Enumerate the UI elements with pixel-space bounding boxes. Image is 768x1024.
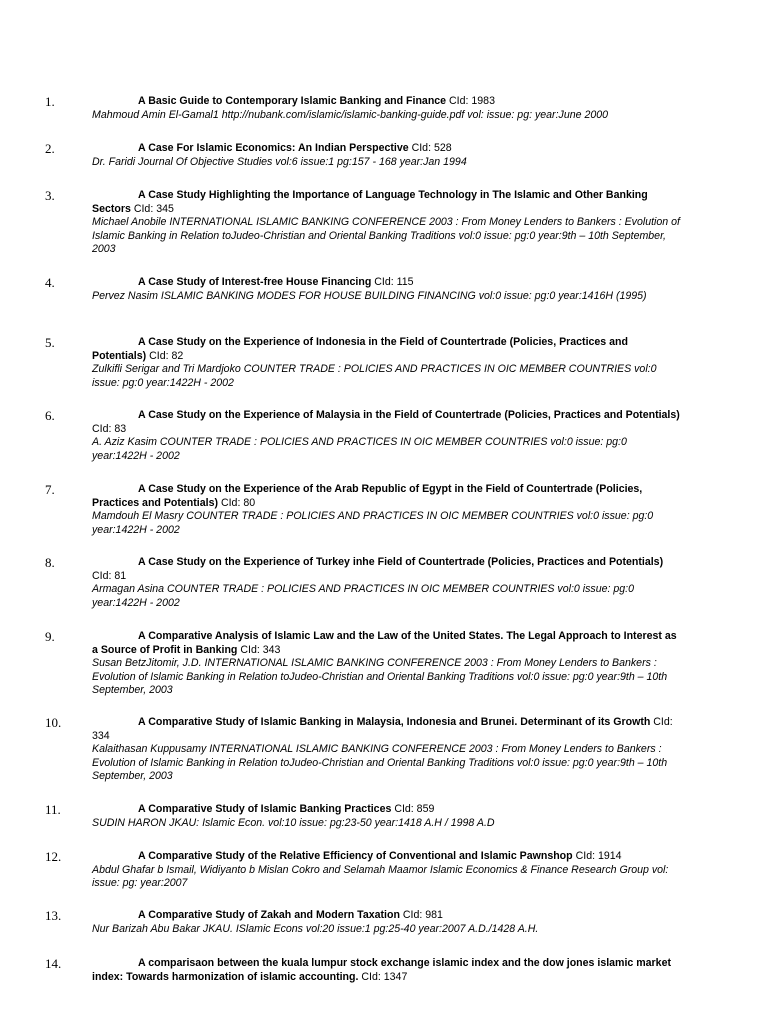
- entry-title: A Comparative Analysis of Islamic Law and the Law of the United States. The Legal Approach to Interest as a Source of Profit in Banking: [92, 630, 677, 656]
- entry-title: A Case Study Highlighting the Importance of Language Technology in The Islamic and Other Banking Sectors: [92, 189, 648, 215]
- entry-title: A Basic Guide to Contemporary Islamic Banking and Finance: [138, 95, 447, 107]
- entry-title-line: [92, 630, 682, 657]
- entry-number: 5.: [45, 335, 55, 350]
- entry-meta: Abdul Ghafar b Ismail, Widiyanto b Mislan Cokro and Selamah Maamor Islamic Economics & Finance Research Group vol: issue: pg: year:2007: [92, 863, 669, 889]
- entry-body: [92, 630, 682, 698]
- entry-title: A Case Study on the Experience of Malaysia in the Field of Countertrade (Policies, Practices and Potentials): [138, 409, 680, 421]
- entry-title-line: [92, 716, 682, 743]
- entry-title-line: [92, 483, 682, 510]
- entry-body: [92, 142, 682, 169]
- entry-meta: A. Aziz Kasim COUNTER TRADE : POLICIES AND PRACTICES IN OIC MEMBER COUNTRIES vol:0 issue: pg:0 year:1422H - 2002: [92, 436, 627, 462]
- entry-title-line: [92, 850, 682, 864]
- entry-title-line: [92, 409, 682, 436]
- entry-number: 14.: [45, 956, 62, 971]
- entry-number: 13.: [45, 908, 62, 923]
- entry-number: 2.: [45, 141, 55, 156]
- entry-number: 10.: [45, 715, 62, 730]
- entry-title-line: [92, 142, 682, 156]
- entry-title: A Case Study of Interest-free House Financing: [138, 276, 372, 288]
- entry-meta: SUDIN HARON JKAU: Islamic Econ. vol:10 issue: pg:23-50 year:1418 A.H / 1998 A.D: [92, 816, 495, 829]
- entry-title: A Comparative Study of Islamic Banking in Malaysia, Indonesia and Brunei. Determinant of its Growth: [138, 716, 651, 728]
- entry-cid: CId: 80: [220, 496, 256, 509]
- entry-cid: CId: 859: [394, 803, 435, 815]
- entry-cid: CId: 1983: [449, 95, 495, 107]
- entry-body: [92, 483, 682, 537]
- entry-cid: CId: 334: [92, 716, 673, 742]
- entry-body: [92, 189, 682, 257]
- entry-title-line: [92, 909, 682, 923]
- entry-cid: CId: 81: [92, 569, 127, 582]
- entry-meta: Mamdouh El Masry COUNTER TRADE : POLICIES AND PRACTICES IN OIC MEMBER COUNTRIES vol:0 issue: pg:0 year:1422H - 2002: [92, 510, 654, 536]
- entry-body: [92, 850, 682, 891]
- entry-body: [92, 716, 682, 784]
- entry-body: [92, 957, 682, 984]
- entry-cid: CId: 345: [133, 202, 174, 215]
- entry-body: [92, 556, 682, 610]
- entry-meta: Kalaithasan Kuppusamy INTERNATIONAL ISLAMIC BANKING CONFERENCE 2003 : From Money Lenders to Bankers : Evolution of Islamic Banking in Relation toJudeo-Christian and Oriental Banking Traditions vol:0 issue: pg:0 year:9th – 10th September, 2003: [92, 743, 668, 782]
- entry-cid: CId: 82: [149, 349, 184, 362]
- entry-body: [92, 909, 682, 936]
- entry-title: A Case Study on the Experience of the Arab Republic of Egypt in the Field of Countertrade (Policies, Practices and Potentials): [92, 483, 643, 509]
- entry-number: 4.: [45, 275, 55, 290]
- entry-body: [92, 409, 682, 463]
- entry-cid: CId: 528: [411, 142, 452, 154]
- entry-title: A Case Study on the Experience of Turkey inhe Field of Countertrade (Policies, Practices and Potentials): [138, 556, 664, 568]
- entry-cid: CId: 343: [240, 643, 281, 656]
- entry-title: A Comparative Study of Zakah and Modern Taxation: [138, 909, 400, 921]
- entry-title: A Comparative Study of Islamic Banking Practices: [138, 803, 392, 815]
- entry-cid: CId: 1914: [575, 850, 622, 862]
- entry-number: 6.: [45, 408, 55, 423]
- entry-meta: Michael Anobile INTERNATIONAL ISLAMIC BANKING CONFERENCE 2003 : From Money Lenders to Bankers : Evolution of Islamic Banking in Relation toJudeo-Christian and Oriental Banking Traditions vol:0 issue: pg:0 year:9th – 10th September, 2003: [92, 216, 680, 255]
- entry-meta: Dr. Faridi Journal Of Objective Studies vol:6 issue:1 pg:157 - 168 year:Jan 1994: [92, 155, 467, 168]
- entry-meta: Pervez Nasim ISLAMIC BANKING MODES FOR HOUSE BUILDING FINANCING vol:0 issue: pg:0 year:1416H (1995): [92, 289, 647, 302]
- entry-title: A Comparative Study of the Relative Efficiency of Conventional and Islamic Pawnshop: [138, 850, 573, 862]
- entry-number: 11.: [45, 802, 61, 817]
- entry-meta: Nur Barizah Abu Bakar JKAU. ISlamic Econs vol:20 issue:1 pg:25-40 year:2007 A.D./1428 A.H.: [92, 922, 539, 935]
- entry-title-line: [92, 556, 682, 583]
- entry-number: 9.: [45, 629, 55, 644]
- entry-meta: Susan BetzJitomir, J.D. INTERNATIONAL ISLAMIC BANKING CONFERENCE 2003 : From Money Lenders to Bankers : Evolution of Islamic Banking in Relation toJudeo-Christian and Oriental Banking Traditions vol:0 issue: pg:0 year:9th – 10th September, 2003: [92, 657, 668, 696]
- entry-title-line: [92, 189, 682, 216]
- entry-number: 1.: [45, 94, 55, 109]
- entry-title: A Case For Islamic Economics: An Indian Perspective: [138, 142, 409, 154]
- entry-meta: Mahmoud Amin El-Gamal1 http://nubank.com/islamic/islamic-banking-guide.pdf vol: issue: pg: year:June 2000: [92, 108, 609, 121]
- entry-cid: CId: 83: [92, 422, 127, 435]
- entry-title-line: [92, 803, 682, 817]
- entry-body: [92, 95, 682, 122]
- entry-meta: Zulkifli Serigar and Tri Mardjoko COUNTER TRADE : POLICIES AND PRACTICES IN OIC MEMBER COUNTRIES vol:0 issue: pg:0 year:1422H - 2002: [92, 363, 657, 389]
- entry-title-line: [92, 95, 682, 109]
- entry-title-line: [92, 957, 682, 984]
- entry-cid: CId: 981: [402, 909, 443, 921]
- entry-title-line: [92, 336, 682, 363]
- entry-number: 12.: [45, 849, 62, 864]
- entry-cid: CId: 115: [374, 276, 414, 288]
- entry-title: A Case Study on the Experience of Indonesia in the Field of Countertrade (Policies, Practices and Potentials): [92, 336, 628, 362]
- entry-cid: CId: 1347: [361, 970, 408, 983]
- entry-title-line: [92, 276, 682, 290]
- entry-meta: Armagan Asina COUNTER TRADE : POLICIES AND PRACTICES IN OIC MEMBER COUNTRIES vol:0 issue: pg:0 year:1422H - 2002: [92, 583, 634, 609]
- entry-body: [92, 276, 682, 303]
- entry-title: A comparisaon between the kuala lumpur stock exchange islamic index and the dow jones islamic market index: Towards harmonization of islamic accounting.: [92, 957, 671, 983]
- entry-number: 8.: [45, 555, 55, 570]
- entry-body: [92, 336, 682, 390]
- entry-body: [92, 803, 682, 830]
- entry-number: 7.: [45, 482, 55, 497]
- entry-number: 3.: [45, 188, 55, 203]
